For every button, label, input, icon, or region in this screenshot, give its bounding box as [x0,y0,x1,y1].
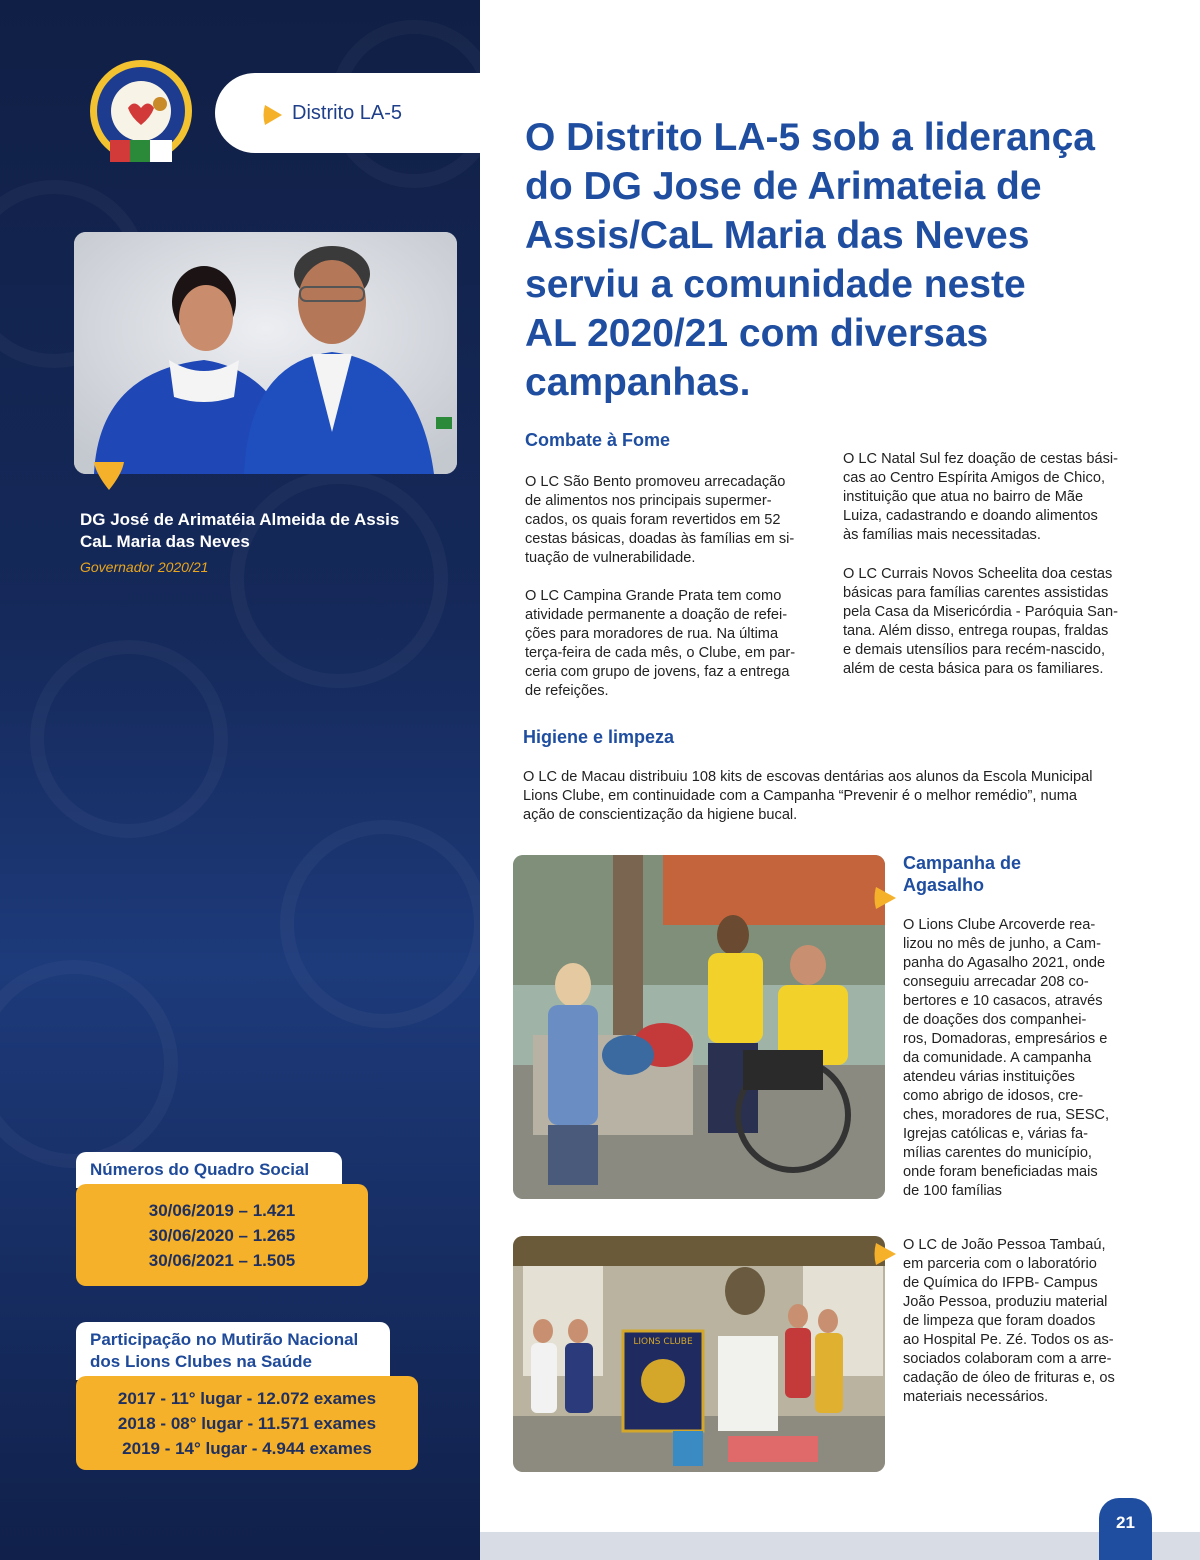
arrow-marker-icon [874,1241,898,1267]
text-line: materiais necessários. [903,1389,1049,1405]
text-line: em parceria com o laboratório [903,1256,1097,1272]
title-line: AL 2020/21 com diversas [525,312,989,355]
heading-line: Participação no Mutirão Nacional [90,1330,359,1349]
text-line: ches, moradores de rua, SESC, [903,1107,1110,1123]
text-line: cas ao Centro Espírita Amigos de Chico, [843,470,1106,486]
stat-line: 30/06/2021 – 1.505 [148,1251,296,1270]
text-line: O LC de Macau distribuiu 108 kits de escovas dentárias aos alunos da Escola Municipal [523,769,1093,785]
district-emblem-logo [88,58,194,168]
text-line: conseguiu arrecadar 208 co- [903,974,1089,990]
stat-line: 30/06/2020 – 1.265 [148,1226,296,1245]
text-line: de 100 famílias [903,1183,1002,1199]
text-line: ao Hospital Pe. Zé. Todos os as- [903,1332,1114,1348]
text-line: onde foram beneficiadas mais [903,1164,1098,1180]
text-line: de alimentos nos principais supermer- [525,493,772,509]
paragraph-natal-sul [843,450,1127,545]
heading-line: Agasalho [903,875,985,895]
tab-label: Distrito LA-5 [292,102,403,124]
text-line: terça-feira de cada mês, o Clube, em par- [525,645,796,661]
text-line: tana. Além disso, entrega roupas, fraldas [843,623,1109,639]
lions-watermark [30,640,228,838]
arrow-marker-icon [874,885,898,911]
text-line: da comunidade. A campanha [903,1050,1092,1066]
text-line: lizou no mês de junho, a Cam- [903,936,1101,952]
text-line: O LC Campina Grande Prata tem como [525,588,782,604]
tambau-donation-photo [513,1236,885,1472]
text-line: O LC de João Pessoa Tambaú, [903,1237,1106,1253]
caption-name-line: CaL Maria das Neves [80,532,250,551]
stat-line: 30/06/2019 – 1.421 [148,1201,296,1220]
paragraph-sao-bento [525,473,808,568]
membership-stats-box [76,1184,368,1286]
paragraph-tambau [903,1236,1124,1407]
text-line: ções para moradores de rua. Na última [525,626,779,642]
paragraph-campina-grande [525,587,808,701]
text-line: Igrejas católicas e, várias fa- [903,1126,1088,1142]
text-line: de Química do IFPB- Campus [903,1275,1098,1291]
text-line: ceria com grupo de jovens, faz a entrega [525,664,790,680]
text-line: João Pessoa, produziu material [903,1294,1108,1310]
paragraph-macau [523,768,1127,825]
heading-line: Campanha de [903,853,1022,873]
paragraph-currais-novos [843,565,1127,679]
text-line: bertores e 10 casacos, através [903,993,1103,1009]
text-line: cestas básicas, doadas às famílias em si- [525,531,795,547]
caption-role: Governador 2020/21 [80,559,209,575]
text-line: O Lions Clube Arcoverde rea- [903,917,1096,933]
page-number: 21 [1099,1498,1152,1560]
lions-watermark [0,960,178,1168]
text-line: Lions Clube, em continuidade com a Campanha “Prevenir é o melhor remédio”, numa [523,788,1078,804]
membership-stats-heading: Números do Quadro Social [76,1152,342,1188]
text-line: de limpeza que foram doados [903,1313,1096,1329]
text-line: ação de conscientização da higiene bucal. [523,807,798,823]
text-line: atividade permanente a doação de refei- [525,607,788,623]
section-heading-fome: Combate à Fome [525,430,671,450]
title-line: Assis/CaL Maria das Neves [525,214,1030,257]
stat-line: 2018 - 08° lugar - 11.571 exames [117,1414,377,1433]
section-heading-agasalho [903,852,1021,896]
arrow-marker-icon [262,103,286,127]
title-line: do DG Jose de Arimateia de [525,165,1042,208]
agasalho-campaign-photo [513,855,885,1199]
article-title [525,113,1165,407]
text-line: tuação de vulnerabilidade. [525,550,696,566]
heading-line: dos Lions Clubes na Saúde [90,1352,312,1371]
title-line: serviu a comunidade neste [525,263,1026,306]
text-line: O LC Currais Novos Scheelita doa cestas [843,566,1113,582]
section-heading-higiene: Higiene e limpeza [523,727,675,747]
portrait-caption-names [80,509,399,553]
stat-line: 2017 - 11° lugar - 12.072 exames [117,1389,377,1408]
caption-name-line: DG José de Arimatéia Almeida de Assis [80,510,400,529]
title-line: O Distrito LA-5 sob a liderança [525,116,1095,159]
mutirao-stats-heading [76,1322,390,1380]
text-line: Luiza, cadastrando e doando alimentos [843,508,1098,524]
text-line: O LC Natal Sul fez doação de cestas bási- [843,451,1118,467]
lions-watermark [280,820,488,1028]
text-line: instituição que atua no bairro de Mãe [843,489,1084,505]
text-line: básicas para famílias carentes assistidas [843,585,1109,601]
text-line: atendeu várias instituições [903,1069,1075,1085]
text-line: panha do Agasalho 2021, onde [903,955,1106,971]
lions-watermark [230,470,448,688]
stat-line: 2019 - 14° lugar - 4.944 exames [122,1439,372,1458]
text-line: de doações dos companhei- [903,1012,1087,1028]
title-line: campanhas. [525,361,751,404]
text-line: às famílias mais necessitadas. [843,527,1041,543]
text-line: cados, os quais foram revertidos em 52 [525,512,781,528]
footer-bar [480,1532,1200,1560]
text-line: mílias carentes do município, [903,1145,1092,1161]
text-line: pela Casa da Misericórdia - Paróquia San- [843,604,1118,620]
text-line: sociados colaboram com a arre- [903,1351,1112,1367]
text-line: de refeições. [525,683,609,699]
mutirao-stats-box [76,1376,418,1470]
text-line: cadação de óleo de frituras e, os [903,1370,1115,1386]
text-line: ros, Domadoras, empresários e [903,1031,1108,1047]
pointer-down-icon [92,460,126,492]
photo-banner-text: LIONS CLUBE [633,1337,693,1347]
governor-portrait-photo [74,232,457,474]
text-line: O LC São Bento promoveu arrecadação [525,474,786,490]
text-line: como abrigo de idosos, cre- [903,1088,1084,1104]
text-line: além de cesta básica para os familiares. [843,661,1104,677]
paragraph-arcoverde [903,916,1124,1201]
text-line: e demais utensílios para recém-nascido, [843,642,1106,658]
